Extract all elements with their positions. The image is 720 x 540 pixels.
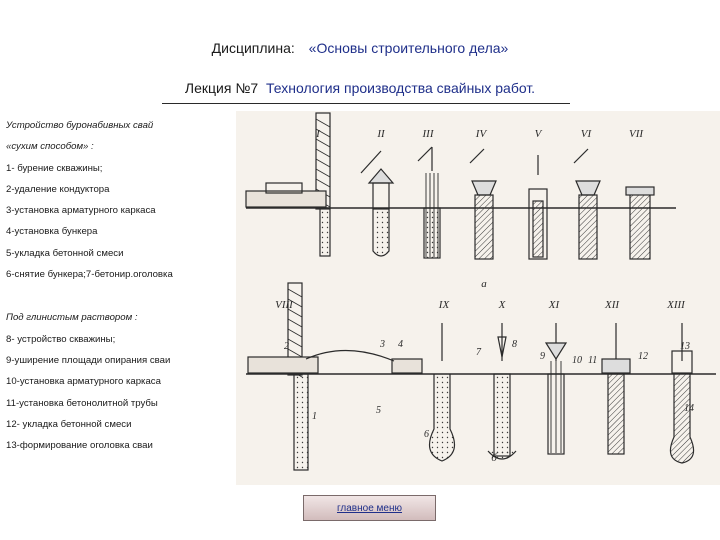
stage-label: III <box>422 128 434 140</box>
concrete-bucket <box>602 359 630 373</box>
stage-label: VIII <box>275 299 293 311</box>
stage-label: VII <box>628 128 644 140</box>
stage-label: X <box>498 299 506 311</box>
step-item: 5-укладка бетонной смеси <box>6 247 124 259</box>
callout: 4 <box>398 339 403 350</box>
callout: 7 <box>476 347 481 358</box>
borehole <box>494 374 510 456</box>
callout: 13 <box>680 341 690 352</box>
concrete-pile <box>579 195 597 259</box>
callout: 14 <box>684 403 694 414</box>
main-menu-button[interactable]: главное меню <box>303 495 436 521</box>
step-item: 4-установка бункера <box>6 226 98 238</box>
discipline-label: Дисциплина: <box>211 40 295 56</box>
stage-label: IV <box>475 128 487 140</box>
callout: 12 <box>638 351 648 362</box>
callout: 6 <box>424 429 429 440</box>
concrete-pile <box>533 201 543 257</box>
diagram-paper <box>236 111 720 485</box>
stage-label: I <box>316 128 320 140</box>
discipline-header <box>0 40 720 56</box>
dry-method-title: Устройство буронабивных свай <box>6 120 154 131</box>
finished-pile <box>670 374 693 463</box>
callout: 2 <box>284 341 289 352</box>
pile-cap <box>626 187 654 195</box>
dry-method-subtitle: «сухим способом» : <box>6 141 94 153</box>
step-item: 9-уширение площади опирания сваи <box>6 354 171 366</box>
figure-label-b: б <box>491 452 497 464</box>
clay-method-title: Под глинистым раствором : <box>6 312 138 324</box>
stage-label: XII <box>604 299 620 311</box>
step-item: 10-установка арматурного каркаса <box>6 376 161 388</box>
borehole <box>373 208 389 256</box>
figure-label-a: а <box>481 278 487 290</box>
step-item: 6-снятие бункера;7-бетонир.оголовка <box>6 269 173 281</box>
stage-label: IX <box>438 299 450 311</box>
step-item: 3-установка арматурного каркаса <box>6 205 156 217</box>
section-gap <box>6 285 236 307</box>
callout: 8 <box>512 339 517 350</box>
step-item: 1- бурение скважины; <box>6 162 103 174</box>
callout: 3 <box>380 339 385 350</box>
callout: 1 <box>312 411 317 422</box>
pile-technology-diagram <box>236 111 720 485</box>
stage-label: VI <box>580 128 592 140</box>
discipline-value: «Основы строительного дела» <box>308 40 509 56</box>
callout: 5 <box>376 405 381 416</box>
step-item: 11-установка бетонолитной трубы <box>6 397 158 409</box>
lecture-value: Технология производства свайных работ. <box>266 80 536 96</box>
borehole <box>320 208 330 256</box>
lecture-header <box>0 80 720 96</box>
callout: 9 <box>540 351 545 362</box>
slurry-pump <box>392 359 422 373</box>
lecture-label: Лекция №7 <box>184 80 259 96</box>
stage-label: II <box>377 128 385 140</box>
drill-rig-body <box>248 357 318 373</box>
borehole-with-slurry <box>294 374 308 470</box>
header-divider <box>162 103 570 104</box>
stage-label: XIII <box>667 299 685 311</box>
concrete-pile <box>608 374 624 454</box>
step-item: 2-удаление кондуктора <box>6 183 110 195</box>
concrete-pile <box>475 195 493 259</box>
steps-list <box>6 115 236 456</box>
step-item: 12- укладка бетонной смеси <box>6 418 132 430</box>
callout: 11 <box>588 355 598 366</box>
step-item: 8- устройство скважины; <box>6 333 116 345</box>
finished-pile <box>630 193 650 259</box>
stage-label: V <box>534 128 542 140</box>
callout: 10 <box>572 355 582 366</box>
step-item: 13-формирование оголовка сваи <box>6 440 153 452</box>
stage-label: XI <box>548 299 560 311</box>
